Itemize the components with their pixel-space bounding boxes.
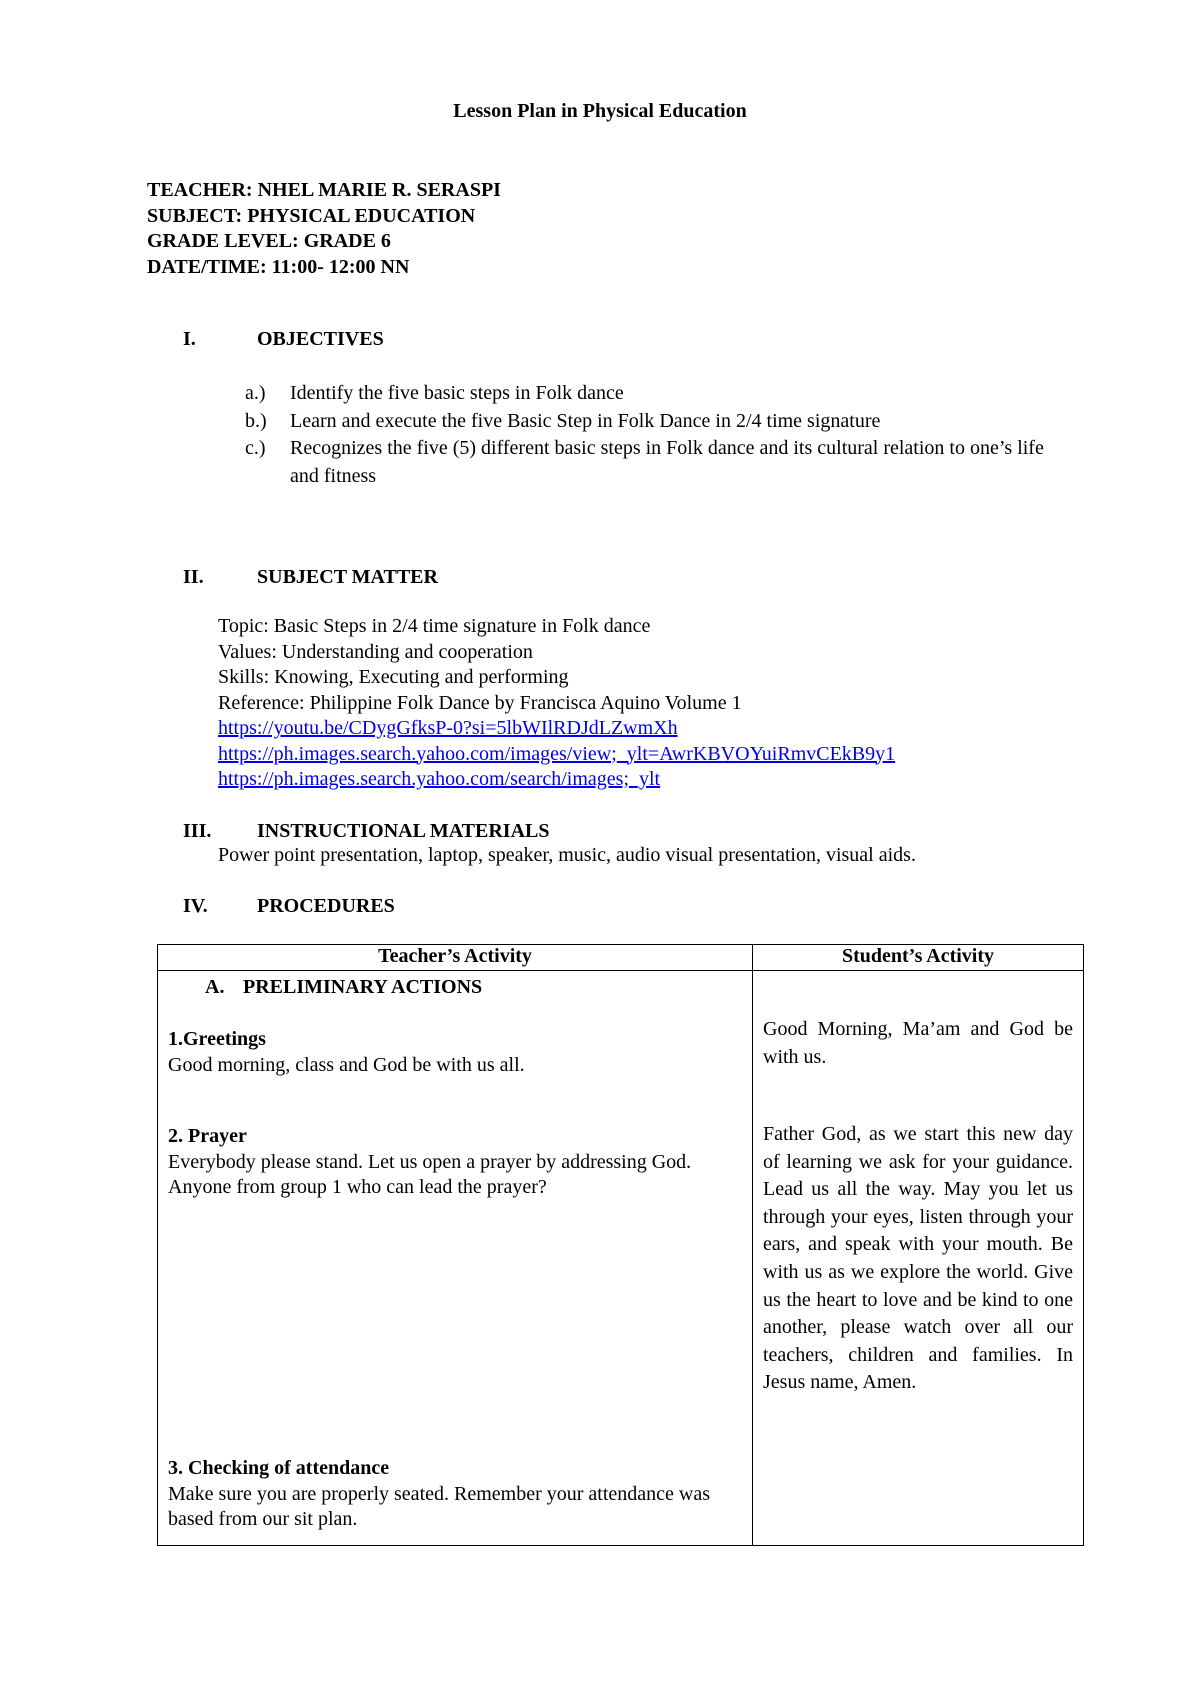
section-title: INSTRUCTIONAL MATERIALS <box>257 820 550 842</box>
greetings-title: 1.Greetings <box>168 1028 266 1050</box>
reference-link[interactable]: https://ph.images.search.yahoo.com/search/images;_ylt <box>218 768 661 790</box>
section-title: OBJECTIVES <box>257 328 384 350</box>
greetings-text: Good morning, class and God be with us all. <box>168 1053 525 1076</box>
section-number: III. <box>183 820 212 842</box>
preliminary-actions-heading <box>205 976 482 999</box>
attendance-block <box>168 1456 738 1533</box>
prelim-title: PRELIMINARY ACTIONS <box>243 976 483 998</box>
reference-link[interactable]: https://ph.images.search.yahoo.com/images/view;_ylt=AwrKBVOYuiRmvCEkB9y1 <box>218 742 896 765</box>
item-label: b.) <box>245 409 267 432</box>
item-label: c.) <box>245 437 266 459</box>
page-title: Lesson Plan in Physical Education <box>453 100 747 122</box>
datetime-line: DATE/TIME: 11:00- 12:00 NN <box>147 255 410 278</box>
prayer-response: Father God, as we start this new day of learning we ask for your guidance. Lead us all the way. May you let us through your eyes, listen through your ears, and speak with your mouth. Be with us as we explore the world. Give us the heart to love and be kind to one another, please watch over all our teachers, children and families. In Jesus name, Amen. <box>763 1123 1073 1394</box>
attendance-text: Make sure you are properly seated. Remember your attendance was based from our sit plan. <box>168 1482 711 1530</box>
procedures-table <box>157 944 1084 1546</box>
attendance-title: 3. Checking of attendance <box>168 1457 390 1479</box>
materials-text: Power point presentation, laptop, speaker, music, audio visual presentation, visual aids. <box>218 844 916 866</box>
reference-line: Reference: Philippine Folk Dance by Francisca Aquino Volume 1 <box>218 691 742 714</box>
prayer-title: 2. Prayer <box>168 1125 247 1147</box>
prelim-letter: A. <box>205 976 225 998</box>
list-item <box>245 380 1047 408</box>
table-row <box>158 971 1084 1546</box>
topic-line: Topic: Basic Steps in 2/4 time signature in Folk dance <box>218 615 651 637</box>
skills-line: Skills: Knowing, Executing and performing <box>218 666 569 688</box>
header-info <box>147 178 501 280</box>
list-item <box>245 408 1047 436</box>
section-materials-heading <box>183 820 549 843</box>
item-text: Identify the five basic steps in Folk dance <box>290 382 624 404</box>
section-subject-matter-heading <box>183 566 438 589</box>
prayer-text: Everybody please stand. Let us open a prayer by addressing God. Anyone from group 1 who can lead the prayer? <box>168 1150 692 1198</box>
teacher-activity-cell <box>158 971 753 1546</box>
item-text: Recognizes the five (5) different basic steps in Folk dance and its cultural relation to one’s life and fitness <box>290 437 1044 487</box>
item-label: a.) <box>245 382 266 404</box>
section-number: IV. <box>183 895 208 917</box>
teacher-line: TEACHER: NHEL MARIE R. SERASPI <box>147 179 501 201</box>
section-title: PROCEDURES <box>257 895 395 917</box>
header-teacher-activity: Teacher’s Activity <box>158 945 753 971</box>
student-activity-cell <box>753 971 1084 1546</box>
item-text: Learn and execute the five Basic Step in Folk Dance in 2/4 time signature <box>290 409 881 432</box>
section-title: SUBJECT MATTER <box>257 566 438 588</box>
prayer-block <box>168 1124 738 1201</box>
greetings-block <box>168 1027 738 1078</box>
objectives-list <box>245 380 1047 490</box>
values-line: Values: Understanding and cooperation <box>218 640 533 663</box>
reference-link[interactable]: https://youtu.be/CDygGfksP-0?si=5lbWIlRDJdLZwmXh <box>218 717 678 739</box>
greetings-response: Good Morning, Ma’am and God be with us. <box>763 1018 1073 1068</box>
section-procedures-heading <box>183 895 395 918</box>
subject-matter-block <box>218 614 895 793</box>
grade-line: GRADE LEVEL: GRADE 6 <box>147 230 391 252</box>
list-item <box>245 435 1047 490</box>
header-student-activity: Student’s Activity <box>753 945 1084 971</box>
section-objectives-heading <box>183 328 384 351</box>
section-number: I. <box>183 328 196 350</box>
subject-line: SUBJECT: PHYSICAL EDUCATION <box>147 204 476 227</box>
section-number: II. <box>183 566 204 588</box>
